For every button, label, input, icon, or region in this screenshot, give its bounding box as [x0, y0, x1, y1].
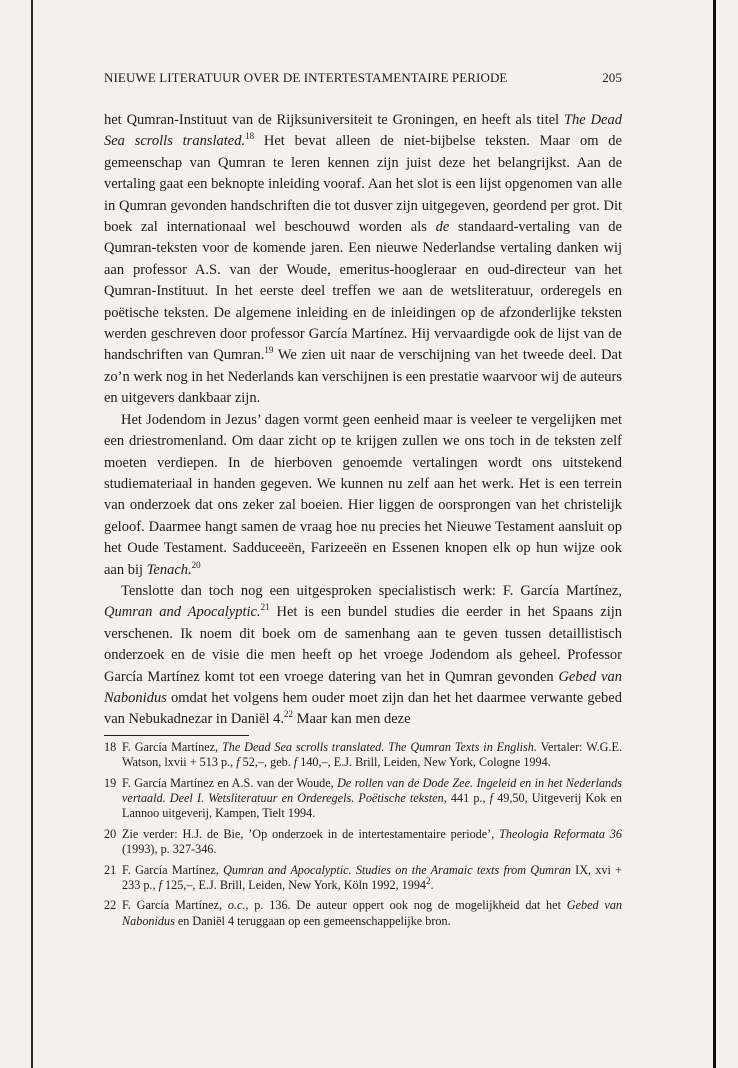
text-run: Het Jodendom in Jezus’ dagen vormt geen eenheid maar is veeleer te vergelijken met een driestromenland. Om daar zicht op te krijgen zullen we ons toch in de teksten zelf moeten verdiepen. In de hierboven genoemde vertalingen wordt ons uitstekend studiemateriaal in handen gegeven. We kunnen nu zelf aan het werk. Het is een terrein van onderzoek dat ons zeker zal boeien. Hier liggen de oorsprongen van het christelijk geloof. Daarmee hangt samen de vraag hoe nu precies het Nieuwe Testament aansluit op het Oude Testament. Sadduceeën, Farizeeën en Essenen knopen elk op hun wijze ook aan bij — [104, 411, 622, 578]
text-run: Tenslotte dan toch nog een uitgesproken specialistisch werk: F. García Martínez, — [121, 582, 622, 599]
footnote-22 — [104, 898, 622, 929]
paragraph-3 — [104, 581, 622, 731]
text-run: Het is een bundel studies die eerder in het Spaans zijn verschenen. Ik noem dit boek om de samenhang aan te geven tussen detaillistisch onderzoek en de visie die men heeft op het vroege Jodendom als geheel. Professor García Martínez komt tot een vroege datering van het in Qumran gevonden — [104, 604, 622, 685]
italic-title: The Dead Sea scrolls translated. — [104, 112, 622, 150]
text-run: Het bevat alleen de niet-bijbelse teksten. Maar om de gemeenschap van Qumran te leren kennen zijn juist deze het belangrijkst. Aan de vertaling gaat een beknopte inleiding vooraf. Aan het slot is een lijst opgenomen van alle in Qumran gevonden handschriften die tot dusver zijn uitgegeven, geordend per grot. Dit boek zal internationaal wel beschouwd worden als — [104, 133, 622, 236]
page-edge-right — [713, 0, 716, 1068]
footnote-text: F. García Martínez, The Dead Sea scrolls translated. The Qumran Texts in English. Vertaler: W.G.E. Watson, lxvii + 513 p., f 52,–, geb. f 140,–, E.J. Brill, Leiden, New York, Cologne 1994. — [122, 739, 622, 770]
running-header — [104, 70, 622, 88]
footnote-21 — [104, 863, 622, 894]
text-run: het Qumran-Instituut van de Rijksuniversiteit te Groningen, en heeft als titel — [104, 112, 564, 128]
footnotes — [104, 740, 622, 929]
text-run: Maar kan men deze — [292, 711, 411, 728]
italic-title: Gebed van Nabonidus — [104, 668, 623, 706]
footnote-ref-19[interactable]: 19 — [264, 345, 274, 356]
footnote-19 — [104, 776, 622, 822]
footnote-text: Zie verder: H.J. de Bie, ’Op onderzoek in de intertestamentaire periode’, Theologia Reformata 36 (1993), p. 327-346. — [122, 826, 622, 857]
page-edge-left — [31, 0, 33, 1068]
footnote-number: 20 — [104, 826, 117, 841]
page-number: 205 — [602, 70, 622, 85]
italic-word: de — [435, 219, 450, 236]
footnote-20 — [104, 827, 622, 858]
italic-title: Qumran and Apocalyptic. — [104, 604, 261, 621]
body-text — [104, 110, 622, 731]
footnote-number: 18 — [104, 739, 117, 754]
footnote-ref-18[interactable]: 18 — [245, 131, 255, 142]
footnote-number: 19 — [104, 775, 117, 790]
text-run: omdat het volgens hem ouder moet zijn dan het het daarmee verwante gebed van Nebukadnezar in Daniël 4. — [104, 689, 622, 728]
footnote-ref-22[interactable]: 22 — [283, 709, 293, 720]
footnote-text: F. García Martínez en A.S. van der Woude, De rollen van de Dode Zee. Ingeleid en in het Nederlands vertaald. Deel I. Wetsliteratuur en Orderegels. Poëtische teksten, 441 p., f 49,50, Uitgeverij Kok en Lannoo uitgeverij, Kampen, Tielt 1994. — [122, 775, 622, 821]
footnote-number: 22 — [104, 898, 117, 913]
paragraph-1 — [104, 110, 622, 410]
footnote-text: F. García Martínez, o.c., p. 136. De auteur oppert ook nog de mogelijkheid dat het Gebed van Nabonidus en Daniël 4 teruggaan op een gemeenschappelijke bron. — [122, 898, 623, 928]
footnote-ref-21[interactable]: 21 — [260, 602, 270, 613]
italic-word: Tenach. — [146, 561, 192, 578]
text-run: We zien uit naar de verschijning van het tweede deel. Dat zo’n werk nog in het Nederlands kan verschijnen is een prestatie waarvoor wij de auteurs en uitgevers dankbaar zijn. — [104, 347, 623, 407]
footnote-18 — [104, 740, 622, 771]
footnote-text: F. García Martínez, Qumran and Apocalyptic. Studies on the Aramaic texts from Qumran IX, xvi + 233 p., f 125,–, E.J. Brill, Leiden, New York, Köln 1992, 1994$^2$. — [122, 862, 623, 893]
footnote-separator — [104, 735, 249, 736]
text-run: standaard-vertaling van de Qumran-teksten voor de komende jaren. Een nieuwe Nederlandse vertaling danken wij aan professor A.S. van der Woude, emeritus-hoogleraar en oud-directeur van het Qumran-Instituut. In het eerste deel treffen we aan de wetsliteratuur, orderegels en poëtische teksten. De algemene inleiding en de inleidingen op de afzonderlijke teksten werden geschreven door professor García Martínez. Hij vervaardigde ook de lijst van de handschriften van Qumran. — [104, 219, 622, 364]
book-page — [104, 70, 622, 934]
running-title: NIEUWE LITERATUUR OVER DE INTERTESTAMENTAIRE PERIODE — [104, 70, 508, 85]
footnote-ref-20[interactable]: 20 — [191, 559, 201, 570]
paragraph-2 — [104, 410, 622, 581]
footnote-number: 21 — [104, 862, 117, 877]
